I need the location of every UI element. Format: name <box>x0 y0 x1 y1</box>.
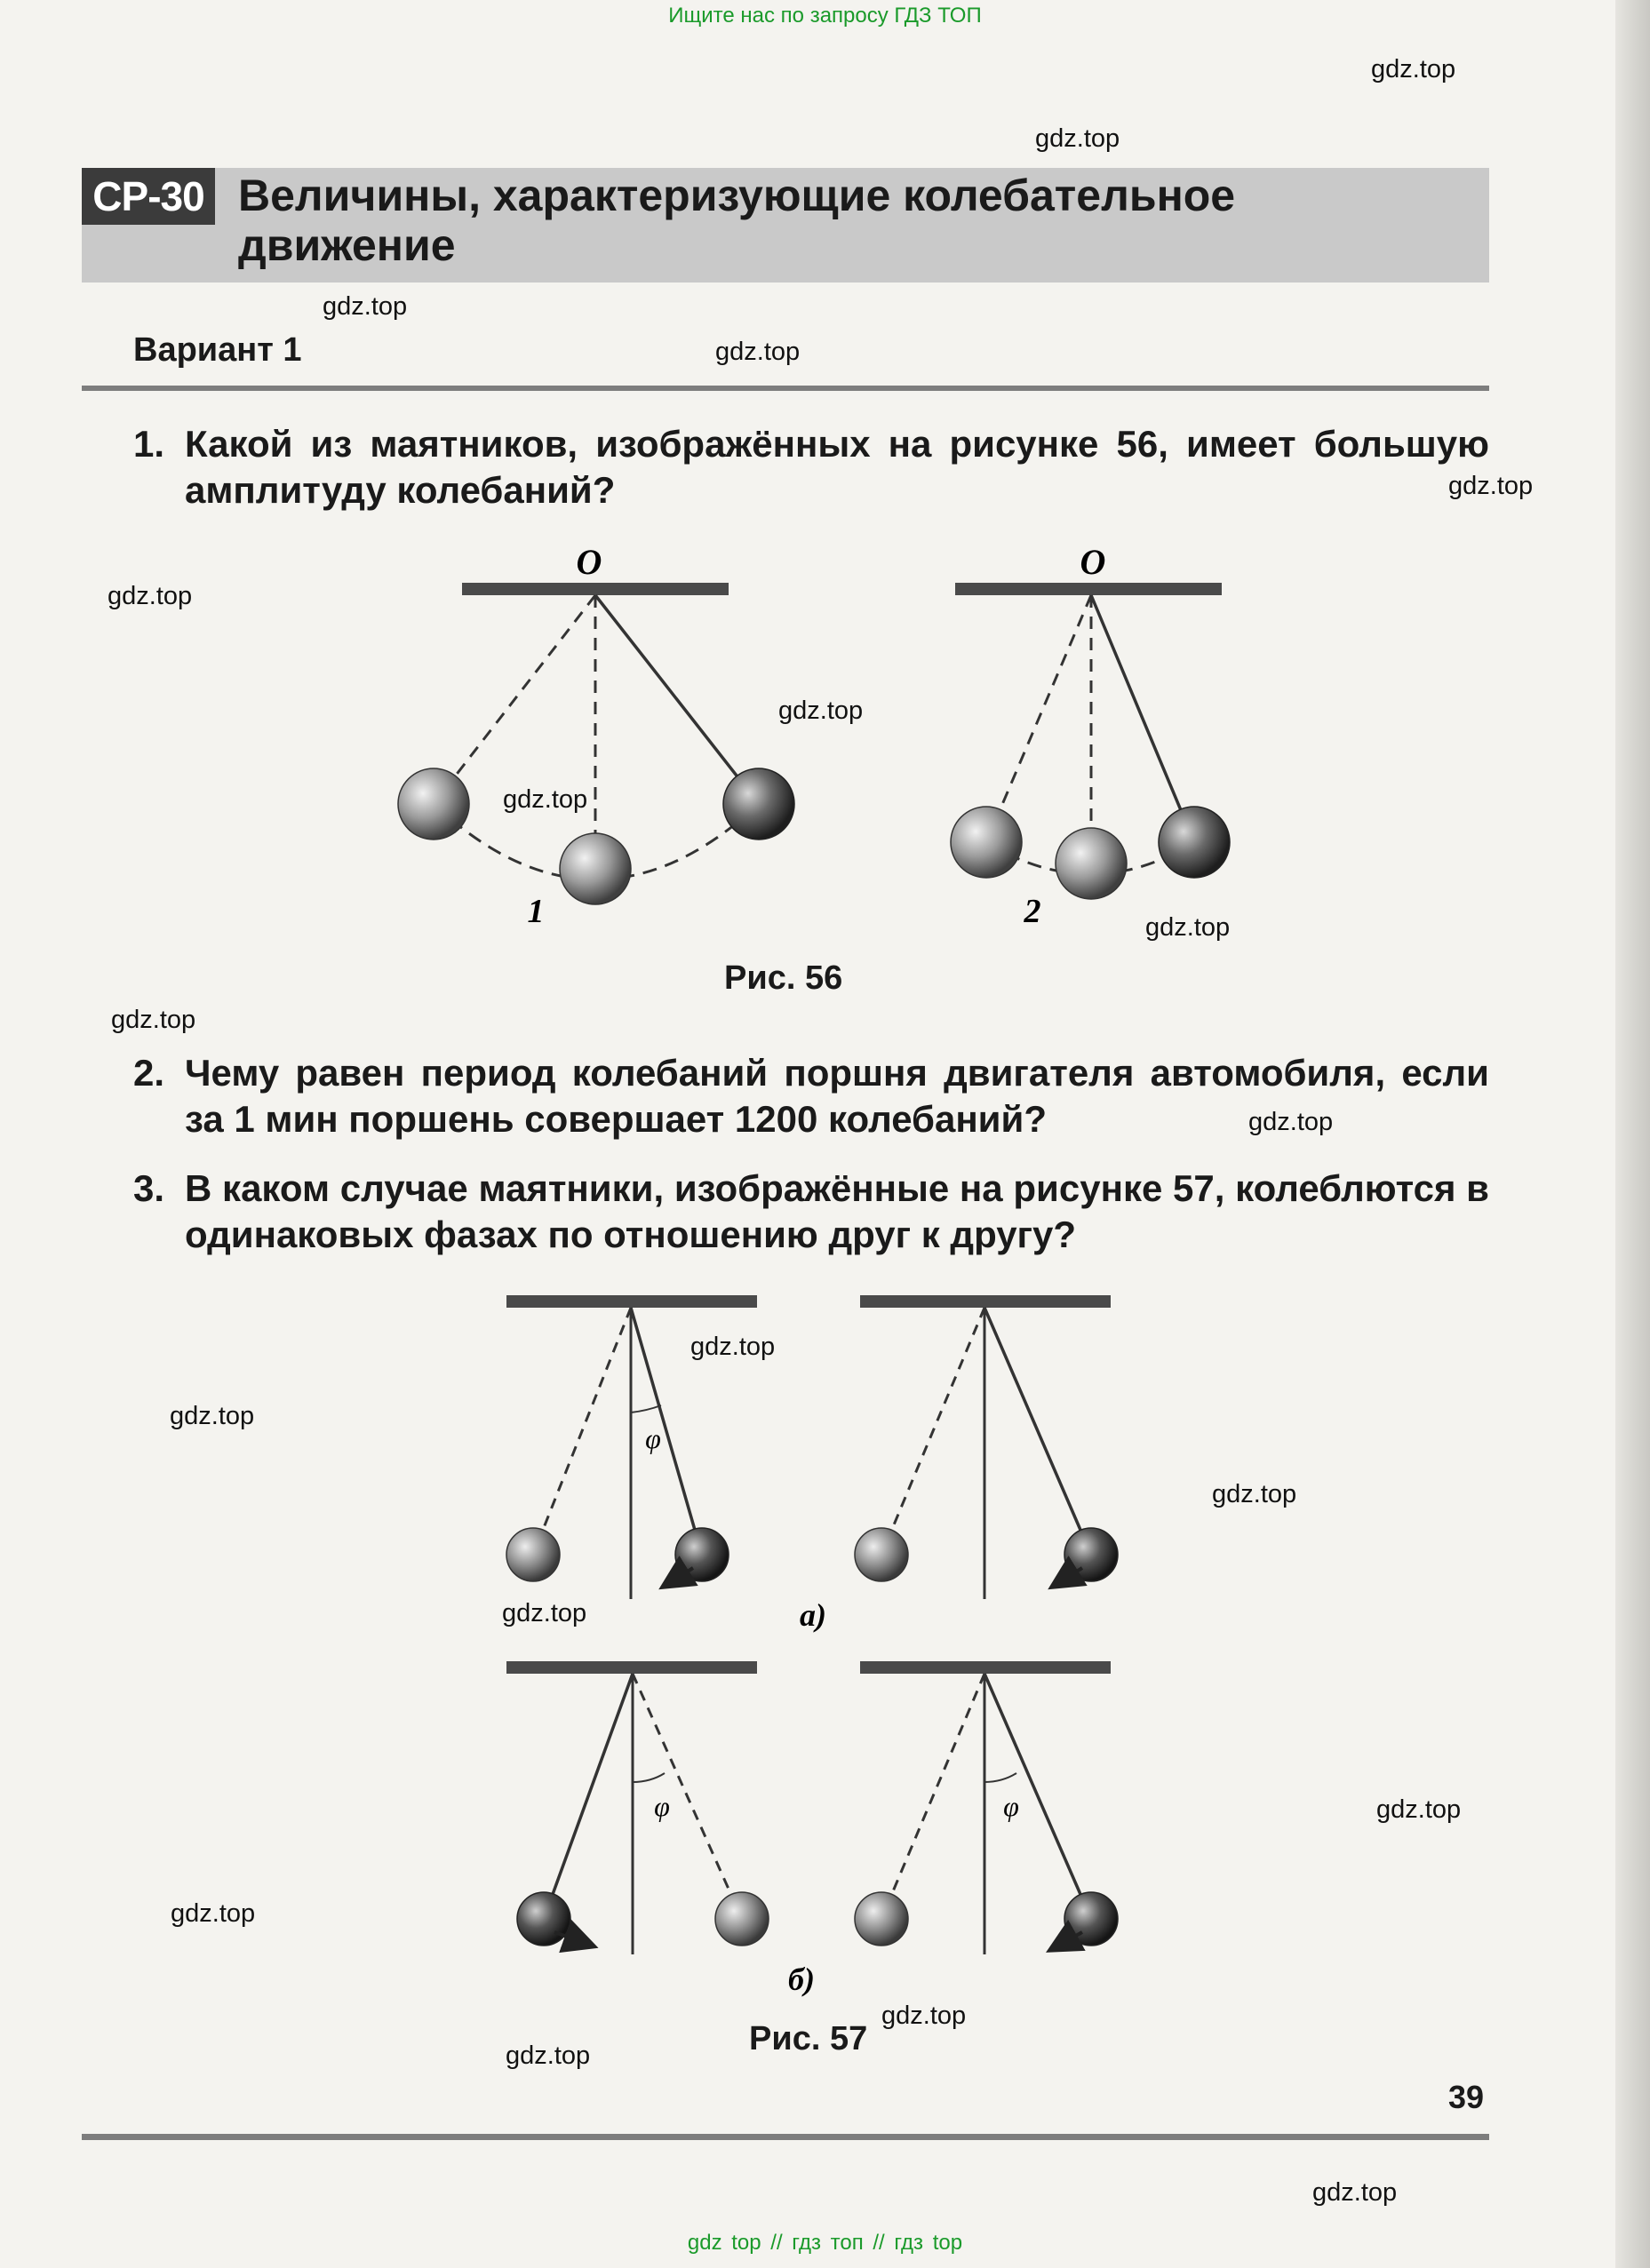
section-title-line1: Величины, характеризующие колебательное <box>238 171 1236 220</box>
watermark: gdz.top <box>503 785 588 814</box>
watermark: gdz.top <box>778 696 864 725</box>
dashed-thread <box>881 1308 984 1555</box>
watermark: gdz.top <box>715 338 801 366</box>
pendulum-ball <box>715 1892 769 1946</box>
watermark: gdz.top <box>1035 124 1120 153</box>
suspension-bar <box>860 1661 1111 1674</box>
watermark: gdz.top <box>1312 2178 1398 2207</box>
angle-phi: φ <box>645 1422 661 1454</box>
pendulum-a-left <box>506 1295 757 1599</box>
figure-57-pendulums <box>480 1279 1137 2008</box>
pendulum-ball <box>506 1528 560 1581</box>
watermark: gdz.top <box>1376 1795 1462 1824</box>
dashed-thread <box>881 1674 984 1919</box>
watermark: gdz.top <box>108 582 193 610</box>
watermark: gdz.top <box>1248 1108 1334 1136</box>
pendulum-1 <box>398 542 794 930</box>
question-number: 2. <box>133 1052 165 1094</box>
watermark: gdz.top <box>111 1006 196 1034</box>
question-number: 1. <box>133 423 165 465</box>
thread <box>984 1308 1091 1555</box>
pendulum-ball <box>951 807 1022 878</box>
section-title <box>238 171 1473 270</box>
watermark: gdz.top <box>506 2041 591 2070</box>
watermark: gdz.top <box>690 1333 776 1361</box>
suspension-bar <box>462 583 729 595</box>
extreme-position-thread <box>986 595 1091 842</box>
watermark: gdz.top <box>1448 472 1534 500</box>
thread <box>1091 595 1194 842</box>
suspension-bar <box>506 1661 757 1674</box>
angle-phi: φ <box>1003 1790 1019 1822</box>
pendulum-2 <box>951 542 1230 930</box>
pendulum-ball <box>1159 807 1230 878</box>
footer-rule <box>82 2134 1489 2140</box>
pendulum-ball <box>855 1892 908 1946</box>
extreme-position-thread <box>434 595 595 804</box>
watermark: gdz.top <box>170 1402 255 1430</box>
dashed-thread <box>533 1308 631 1555</box>
bottom-banner[interactable]: gdz top // гдз топ // гдз top <box>687 2231 963 2255</box>
angle-phi: φ <box>654 1790 670 1822</box>
suspension-bar <box>506 1295 757 1308</box>
angle-arc <box>633 1773 665 1782</box>
question-text: Какой из маятников, изображённых на рисунке 56, имеет большую амплитуду колебаний? <box>185 423 1489 511</box>
dashed-thread <box>633 1674 742 1919</box>
watermark: gdz.top <box>1371 55 1456 84</box>
thread <box>631 1308 702 1555</box>
top-banner[interactable]: Ищите нас по запросу ГДЗ ТОП <box>668 4 982 28</box>
divider-rule <box>82 386 1489 391</box>
suspension-bar <box>955 583 1222 595</box>
question-number: 3. <box>133 1167 165 1209</box>
pivot-label-o: O <box>576 542 602 582</box>
pendulum-number-1: 1 <box>527 893 545 930</box>
pendulum-ball <box>1056 828 1127 899</box>
pendulum-ball <box>723 768 794 840</box>
watermark: gdz.top <box>1212 1480 1297 1508</box>
pendulum-number-2: 2 <box>1024 893 1041 930</box>
figure-56-pendulums <box>373 533 1262 951</box>
label-b: б) <box>788 1962 815 1997</box>
question-text: Чему равен период колебаний поршня двигателя автомобиля, если за 1 мин поршень совершает 1200 колебаний? <box>185 1052 1489 1140</box>
thread <box>595 595 759 804</box>
watermark: gdz.top <box>323 292 408 321</box>
section-title-line2: движение <box>238 220 456 270</box>
watermark: gdz.top <box>171 1899 256 1928</box>
pendulum-a-right <box>855 1295 1118 1599</box>
page-number: 39 <box>1448 2079 1485 2115</box>
pendulum-b-right <box>855 1661 1118 1954</box>
watermark: gdz.top <box>881 2001 967 2030</box>
figure-57-caption: Рис. 57 <box>749 2020 868 2057</box>
question-2 <box>133 1050 1489 1142</box>
pendulum-ball <box>855 1528 908 1581</box>
variant-heading: Вариант 1 <box>133 331 302 369</box>
pendulum-ball <box>517 1892 570 1946</box>
angle-arc <box>984 1773 1016 1782</box>
question-3 <box>133 1166 1489 1258</box>
figure-56-caption: Рис. 56 <box>724 959 843 997</box>
question-text: В каком случае маятники, изображённые на рисунке 57, колеблются в одинаковых фазах по отношению друг к другу? <box>185 1167 1489 1255</box>
watermark: gdz.top <box>1145 913 1231 942</box>
thread <box>544 1674 633 1919</box>
pendulum-ball <box>398 768 469 840</box>
suspension-bar <box>860 1295 1111 1308</box>
pendulum-b-left <box>506 1661 769 1954</box>
question-1 <box>133 421 1489 513</box>
thread <box>984 1674 1091 1919</box>
section-tag: СР-30 <box>82 168 215 225</box>
watermark: gdz.top <box>502 1599 587 1627</box>
pendulum-ball <box>560 833 631 904</box>
page-edge-shadow <box>1615 0 1650 2268</box>
angle-arc <box>631 1405 661 1413</box>
pivot-label-o: O <box>1080 542 1106 582</box>
label-a: а) <box>800 1597 826 1633</box>
